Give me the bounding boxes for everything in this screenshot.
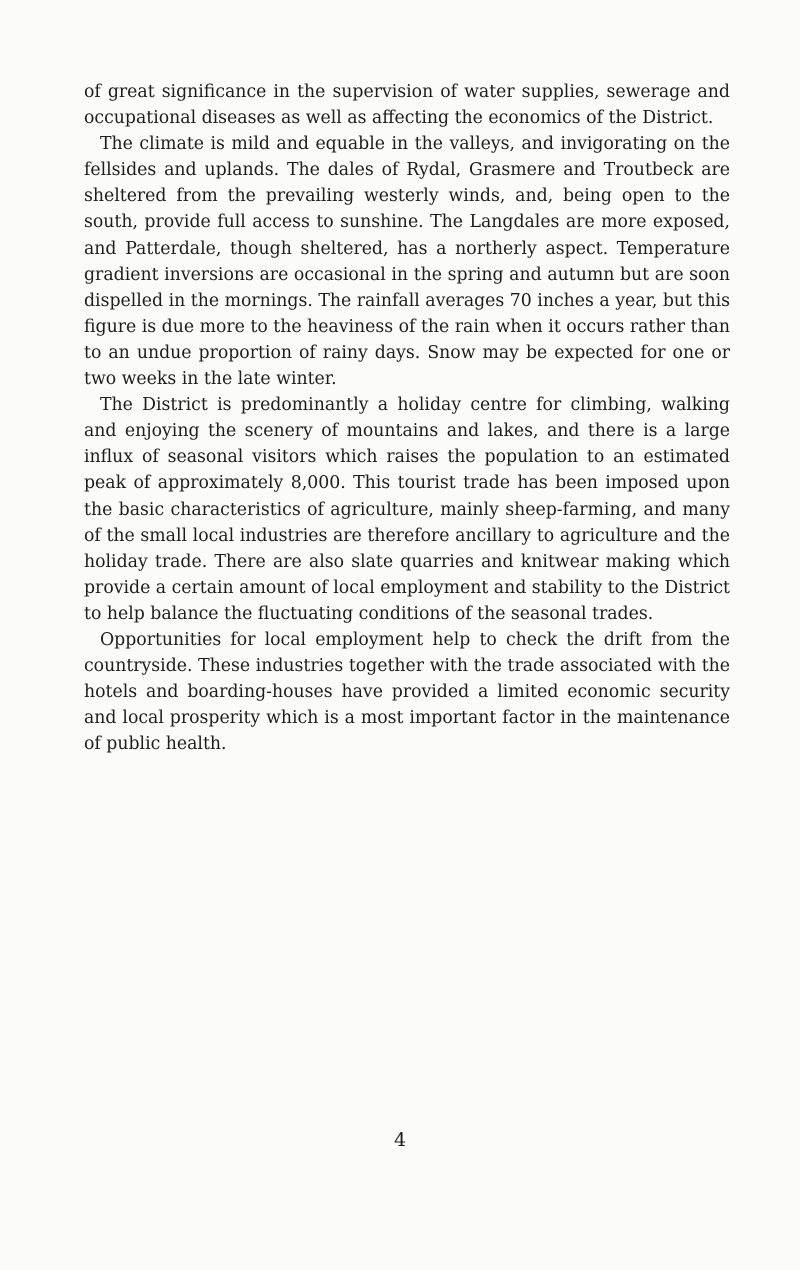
document-body	[84, 79, 730, 757]
paragraph-holiday-centre: The District is predominantly a holiday centre for climbing, walking and enjoying the scenery of mountains and lakes, and there is a large influx of seasonal visitors which raises the population to an estimated peak of approximately 8,000. This tourist trade has been imposed upon the basic characteristics of agriculture, mainly sheep-farming, and many of the small local industries are therefore ancillary to agriculture and the holiday trade. There are also slate quarries and knitwear making which provide a certain amount of local employment and stability to the District to help balance the fluctuating conditions of the seasonal trades.	[84, 395, 730, 624]
paragraph-climate: The climate is mild and equable in the valleys, and invigorating on the fellsides and uplands. The dales of Rydal, Grasmere and Troutbeck are sheltered from the prevailing westerly winds, and, being open to the south, provide full access to sunshine. The Langdales are more exposed, and Patterdale, though sheltered, has a northerly aspect. Temperature gradient inversions are occasional in the spring and autumn but are soon dispelled in the mornings. The rainfall averages 70 inches a year, but this figure is due more to the heaviness of the rain when it occurs rather than to an undue proportion of rainy days. Snow may be expected for one or two weeks in the late winter.	[84, 134, 730, 390]
paragraph-employment: Opportunities for local employment help to check the drift from the countryside. These industries together with the trade associated with the hotels and boarding-houses have provided a limited economic security and local prosperity which is a most important factor in the maintenance of public health.	[84, 629, 730, 755]
page-number: 4	[393, 1129, 407, 1151]
paragraph-continuation: of great significance in the supervision of water supplies, sewerage and occupational diseases as well as affecting the economics of the District.	[84, 82, 730, 129]
